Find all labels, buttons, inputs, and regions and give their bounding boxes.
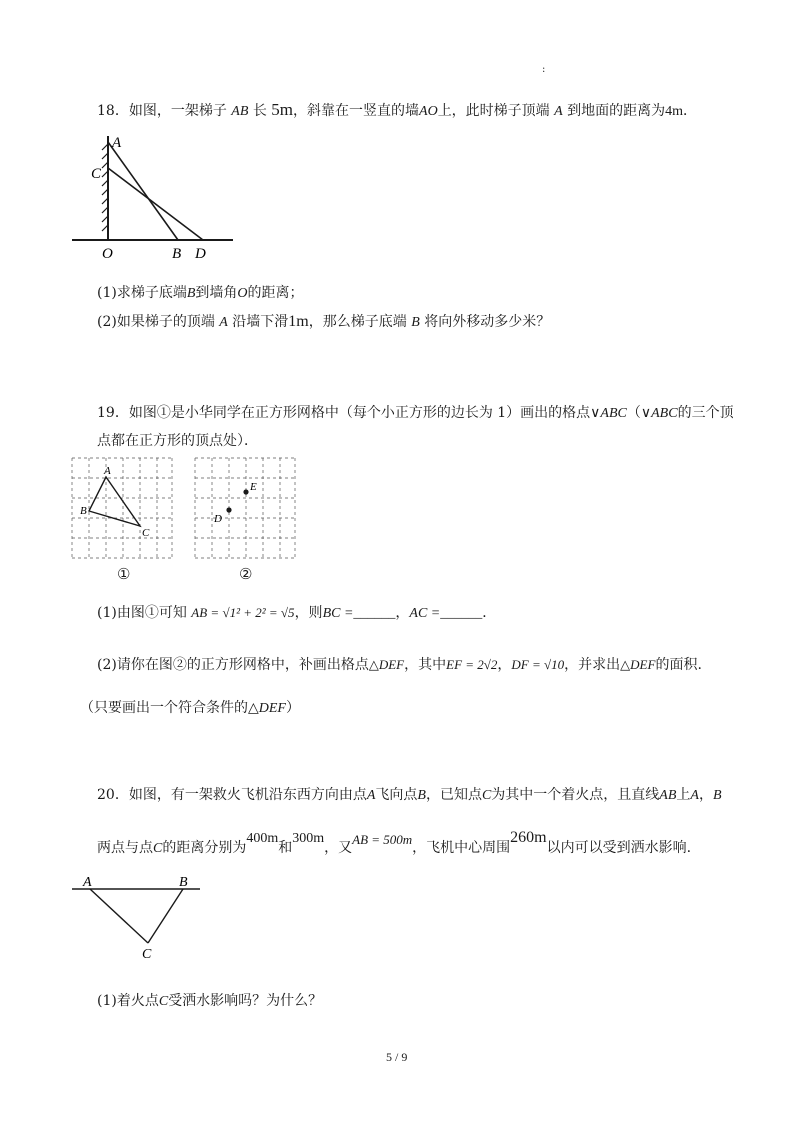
- q19-fig1-caption: ①: [117, 565, 131, 583]
- q19-point-E: [243, 489, 248, 494]
- q20-figure: [70, 876, 210, 966]
- q18-sub2: (2)如果梯子的顶端 A 沿墙下滑1m，那么梯子底端 B 将向外移动多少米？: [97, 313, 551, 330]
- q20-sub1: (1)着火点C受洒水影响吗？为什么？: [97, 993, 323, 1009]
- q19-note: （只要画出一个符合条件的△DEF）: [80, 700, 300, 716]
- q19-point-D: [226, 507, 231, 512]
- corner-mark: :: [542, 64, 546, 75]
- q20-label-A: A: [83, 875, 92, 890]
- q20-stem-line2: 两点与点C的距离分别为400m和300m，又AB = 500m，飞机中心周围260m以内可以受到洒水影响.: [97, 829, 692, 856]
- page-number: 5 / 9: [386, 1050, 408, 1064]
- q19-stem-line2: 点都在正方形的顶点处）．: [97, 433, 258, 449]
- q19-stem-line1: 19．如图①是小华同学在正方形网格中（每个小正方形的边长为 1）画出的格点∨ABC（∨ABC的三个顶: [97, 405, 734, 421]
- q18-label-C: C: [91, 166, 102, 182]
- q18-label-D: D: [195, 246, 206, 262]
- q19-fig1-label-C: C: [142, 527, 150, 539]
- q18-sub1: (1)求梯子底端B到墙角O的距离；: [97, 285, 304, 301]
- q20-label-C: C: [142, 947, 152, 962]
- q18-label-A: A: [112, 135, 122, 151]
- q18-ladder-figure: [70, 130, 240, 260]
- q19-fig2-label-D: D: [214, 513, 222, 525]
- q19-grid-figure-2: [195, 458, 305, 568]
- q20-stem-line1: 20．如图，有一架救火飞机沿东西方向由点A飞向点B，已知点C为其中一个着火点，且直线AB上A，B: [97, 787, 722, 803]
- q20-label-B: B: [179, 875, 188, 890]
- q19-fig2-caption: ②: [239, 565, 253, 583]
- q19-fig1-label-A: A: [104, 465, 111, 477]
- q19-grid-figure-1: [72, 458, 182, 568]
- q19-sub1: (1)由图①可知 AB = √1² + 2² = √5，则BC =______，AC =______．: [97, 605, 497, 621]
- q18-label-B: B: [172, 246, 182, 262]
- q19-fig1-label-B: B: [80, 505, 87, 517]
- q19-fig2-label-E: E: [250, 481, 257, 493]
- q19-sub2: (2)请你在图②的正方形网格中，补画出格点△DEF，其中EF = 2√2，DF = √10，并求出△DEF的面积.: [97, 657, 702, 673]
- q18-stem: 18．如图，一架梯子 AB 长 5m，斜靠在一竖直的墙AO上，此时梯子顶端 A 到地面的距离为4m．: [97, 100, 698, 119]
- q18-label-O: O: [102, 246, 113, 262]
